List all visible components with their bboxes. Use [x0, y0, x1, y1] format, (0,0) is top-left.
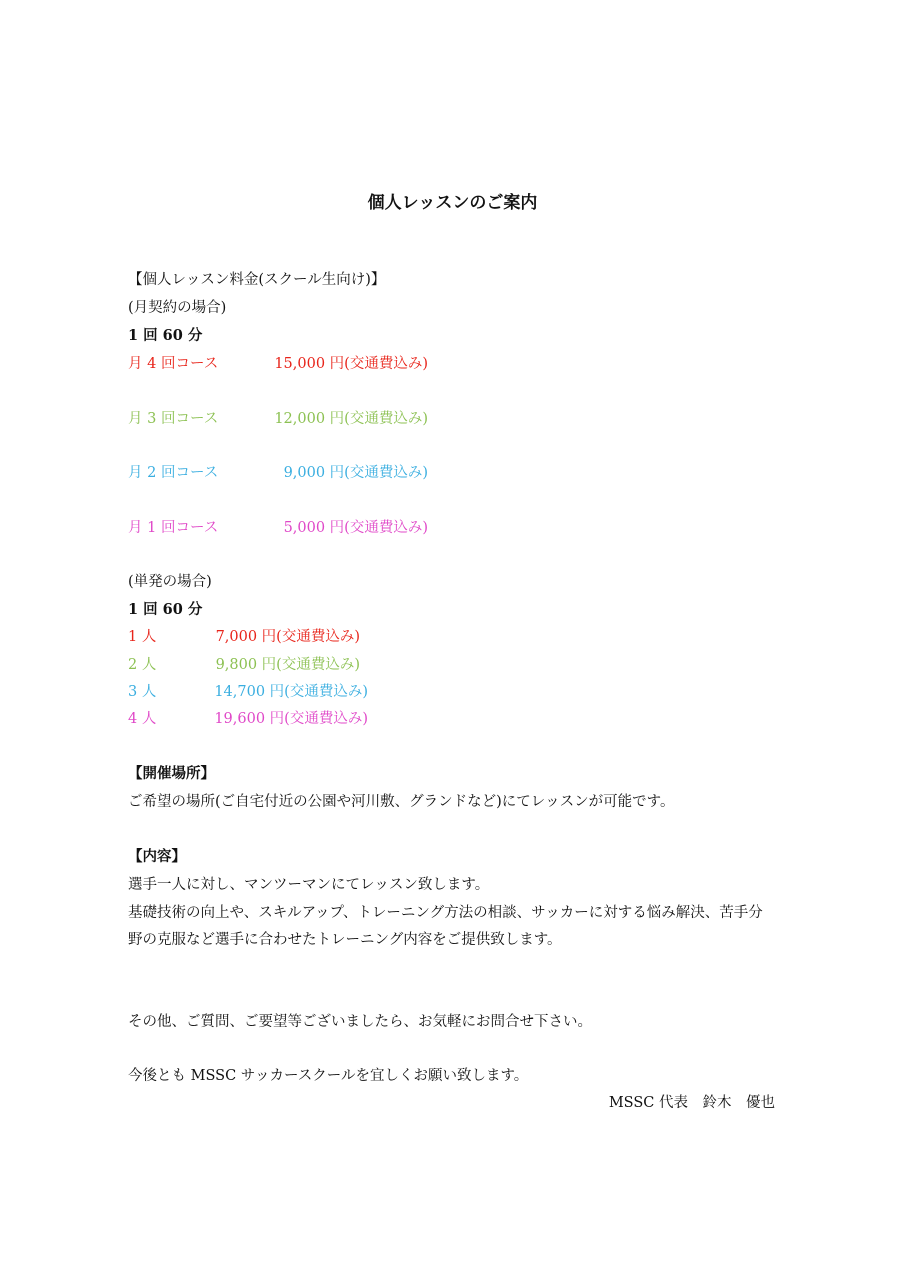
- rate-price: 9,800 円(交通費込み): [215, 657, 360, 673]
- course-label: 月 4 回コース: [128, 356, 219, 372]
- content-line: 選手一人に対し、マンツーマンにてレッスン致します。: [128, 877, 490, 893]
- monthly-duration: 1 回 60 分: [128, 327, 203, 344]
- monthly-heading: (月契約の場合): [128, 300, 227, 316]
- content-heading: 【内容】: [128, 848, 186, 865]
- course-price: 5,000 円(交通費込み): [283, 520, 428, 536]
- inquiry-text: その他、ご質問、ご要望等ございましたら、お気軽にお問合せ下さい。: [128, 1014, 592, 1030]
- venue-heading: 【開催場所】: [128, 765, 215, 782]
- page-title: 個人レッスンのご案内: [367, 193, 538, 213]
- signature: MSSC 代表 鈴木 優也: [608, 1095, 775, 1111]
- fees-heading: 【個人レッスン料金(スクール生向け)】: [128, 272, 386, 288]
- venue-text: ご希望の場所(ご自宅付近の公園や河川敷、グランドなど)にてレッスンが可能です。: [128, 794, 675, 810]
- rate-label: 1 人: [128, 629, 157, 645]
- rate-price: 14,700 円(交通費込み): [214, 684, 368, 700]
- rate-label: 3 人: [128, 684, 157, 700]
- single-heading: (単発の場合): [128, 574, 212, 590]
- rate-label: 2 人: [128, 657, 157, 673]
- course-label: 月 1 回コース: [128, 520, 219, 536]
- regards-text: 今後とも MSSC サッカースクールを宜しくお願い致します。: [128, 1068, 529, 1084]
- course-label: 月 2 回コース: [128, 465, 219, 481]
- content-line: 基礎技術の向上や、スキルアップ、トレーニング方法の相談、サッカーに対する悩み解決、苦手分: [128, 905, 763, 921]
- course-price: 12,000 円(交通費込み): [274, 411, 428, 427]
- rate-label: 4 人: [128, 711, 157, 727]
- content-line: 野の克服など選手に合わせたトレーニング内容をご提供致します。: [128, 932, 562, 948]
- rate-price: 7,000 円(交通費込み): [215, 629, 360, 645]
- single-duration: 1 回 60 分: [128, 601, 203, 618]
- rate-price: 19,600 円(交通費込み): [214, 711, 368, 727]
- course-price: 9,000 円(交通費込み): [283, 465, 428, 481]
- course-label: 月 3 回コース: [128, 411, 219, 427]
- course-price: 15,000 円(交通費込み): [274, 356, 428, 372]
